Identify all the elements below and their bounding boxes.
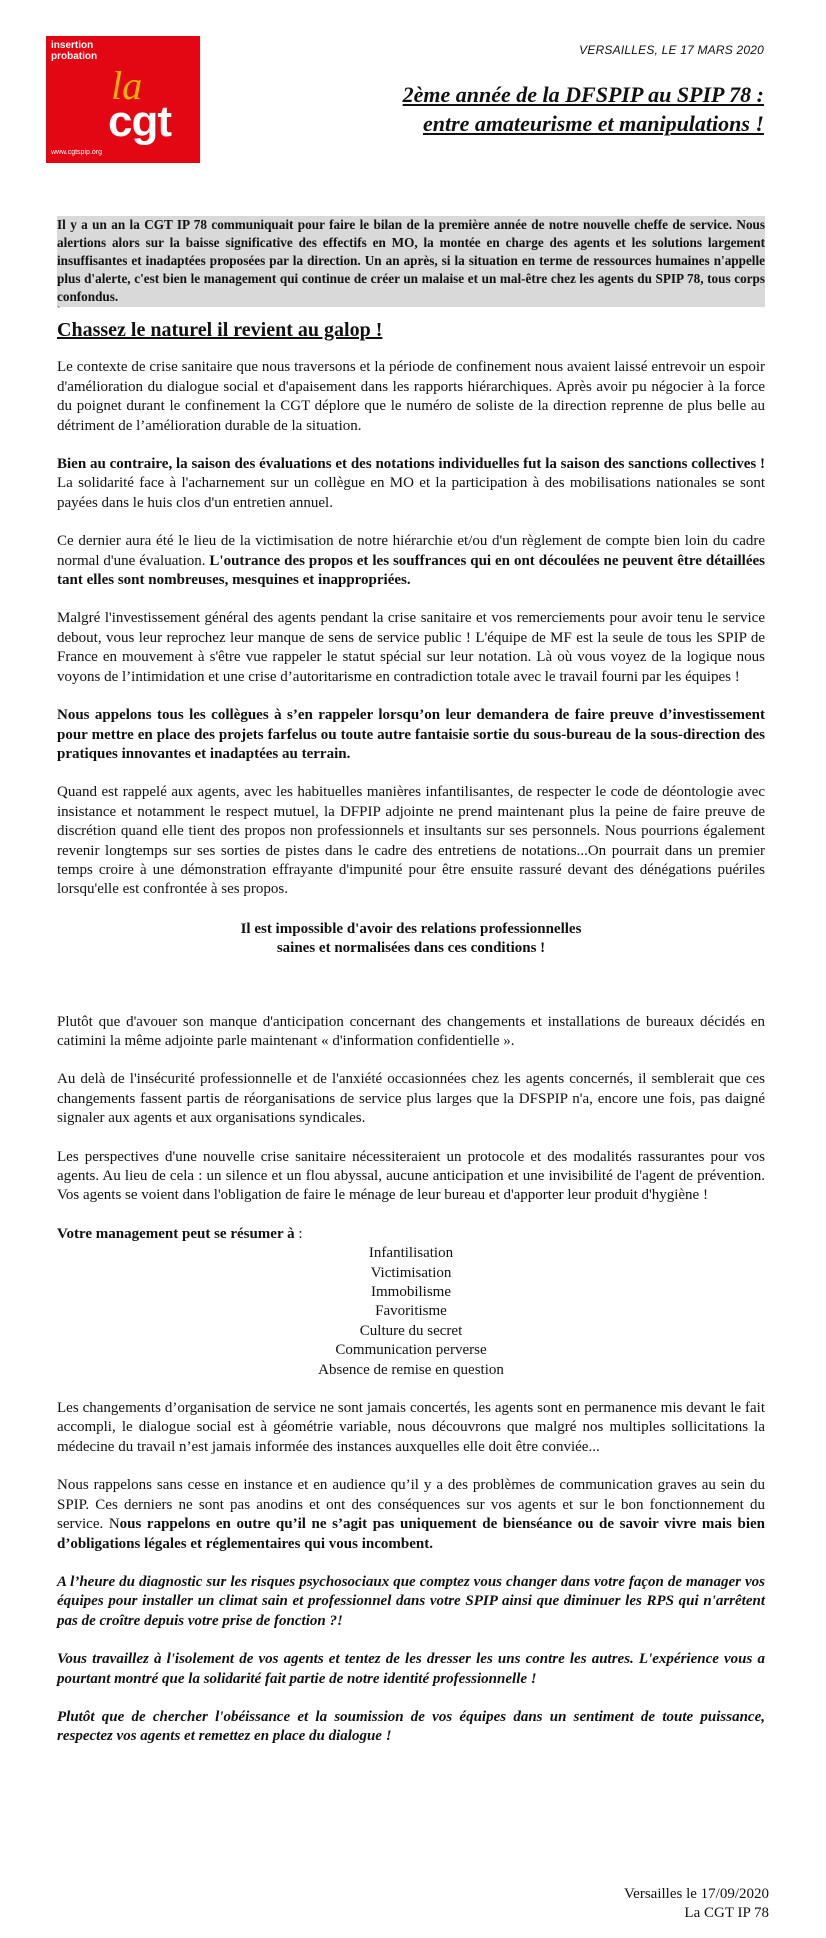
logo-la: la	[111, 63, 143, 108]
cgt-logo	[46, 36, 200, 163]
list-item: Victimisation	[370, 1264, 452, 1281]
list-item: Favoritisme	[375, 1303, 447, 1320]
list-item: Immobilisme	[371, 1284, 451, 1301]
section-heading: Chassez le naturel il revient au galop !	[57, 319, 383, 341]
signature-block	[624, 1885, 769, 1923]
header-date: VERSAILLES, LE 17 MARS 2020	[579, 43, 764, 57]
paragraph-2: Bien au contraire, la saison des évaluations et des notations individuelles fut la saison des sanctions collectives ! La solidarité face à l'acharnement sur un collègue en MO et la participation à des mobilisations nationales se sont payées dans le huis clos d'un entretien annuel.	[57, 456, 765, 511]
paragraph-11: Nous rappelons sans cesse en instance et en audience qu’il y a des problèmes de communication graves au sein du SPIP. Ces derniers ne sont pas anodins et ont des conséquences sur vos agents et sur le bon fonctionnement du service. Nous rappelons en outre qu’il ne s’agit pas uniquement de bienséance ou de savoir vivre mais bien d’obligations légales et réglementaires qui vous incombent.	[57, 1477, 765, 1552]
list-item: Culture du secret	[359, 1322, 463, 1339]
title-line-1: 2ème année de la DFSPIP au SPIP 78 :	[402, 82, 764, 107]
center-statement: Il est impossible d'avoir des relations professionnelles saines et normalisées dans ces conditions !	[240, 920, 582, 957]
paragraph-13: Vous travaillez à l'isolement de vos agents et tentez de les dresser les uns contre les autres. L'expérience vous a pourtant montré que la solidarité fait partie de notre identité professionnelle !	[57, 1651, 765, 1687]
paragraph-9: Les perspectives d'une nouvelle crise sanitaire nécessiteraient un protocole et des modalités rassurantes pour vos agents. Au lieu de cela : un silence et un flou abyssal, aucune anticipation et une invisibilité de l'agent de prévention. Vos agents se voient dans l'obligation de faire le ménage de leur bureau et d'apporter leur produit d'hygiène !	[57, 1148, 765, 1204]
stray-mark: `	[57, 306, 61, 317]
paragraph-4: Malgré l'investissement général des agents pendant la crise sanitaire et vos remerciements pour avoir tenu le service debout, vous leur reprochez leur manque de sens de service public ! L'équipe de MF est la seule de tous les SPIP de France en mouvement à s'être vue rappeler le statut spécial sur leur notation. Là où vous voyez de la logique nous voyons de l’intimidation et une crise d’autoritarisme en contradiction totale avec le travail fourni par les équipes !	[57, 610, 765, 685]
paragraph-7: Plutôt que d'avouer son manque d'anticipation concernant des changements et installations de bureaux décidés en catimini la même adjointe parle maintenant « d'information confidentielle ».	[57, 1013, 765, 1049]
logo-url: www.cgtspip.org	[51, 149, 102, 156]
paragraph-5: Nous appelons tous les collègues à s’en rappeler lorsqu’on leur demandera de faire preuve d’investissement pour mettre en place des projets farfelus ou toute autre fantaisie sortie du sous-bureau de la sous-direction des pratiques innovantes et inadaptées au terrain.	[57, 707, 765, 762]
document-body	[57, 216, 765, 1766]
paragraph-8: Au delà de l'insécurité professionnelle et de l'anxiété occasionnées chez les agents concernés, il semblerait que ces changements fassent partis de réorganisations de service plus larges que la DFSPIP n'a, encore une fois, pas daigné signaler aux agents et aux organisations syndicales.	[57, 1071, 765, 1127]
list-item: Absence de remise en question	[318, 1361, 504, 1378]
title-line-2: entre amateurisme et manipulations !	[422, 111, 764, 136]
signature-date: Versailles le 17/09/2020	[624, 1886, 769, 1902]
list-item: Communication perverse	[335, 1342, 487, 1359]
paragraph-3: Ce dernier aura été le lieu de la victimisation de notre hiérarchie et/ou d'un règlement de compte bien loin du cadre normal d'une évaluation. L'outrance des propos et les souffrances qui en ont découlées ne peuvent être détaillées tant elles sont nombreuses, mesquines et inappropriées.	[57, 533, 765, 589]
paragraph-14: Plutôt que de chercher l'obéissance et la soumission de vos équipes dans un sentiment de toute puissance, respectez vos agents et remettez en place du dialogue !	[57, 1708, 765, 1745]
paragraph-1: Le contexte de crise sanitaire que nous traversons et la période de confinement nous avaient laissé entrevoir un espoir d'amélioration du dialogue social et d'apaisement dans les rapports hiérarchiques. Après avoir pu négocier à la force du poignet durant le confinement la CGT déplore que le numéro de soliste de la direction reprenne de plus belle au détriment de l’amélioration durable de la situation.	[57, 359, 765, 434]
logo-text: insertion probation	[51, 40, 98, 62]
intro-paragraph: Il y a un an la CGT IP 78 communiquait pour faire le bilan de la première année de notre nouvelle cheffe de service. Nous alertions alors sur la baisse significative des effectifs en MO, la montée en charge des agents et les solutions largement insuffisantes et inadaptées proposées par la direction. Un an après, si la situation en terme de ressources humaines n'appelle plus d'alerte, c'est bien le management qui continue de créer un malaise et un mal-être chez les agents du SPIP 78, tous corps confondus.	[57, 216, 765, 307]
document-title	[403, 80, 764, 138]
signature-name: La CGT IP 78	[684, 1905, 769, 1921]
management-intro: Votre management peut se résumer à :	[57, 1225, 303, 1242]
management-list	[57, 1244, 765, 1380]
paragraph-6: Quand est rappelé aux agents, avec les habituelles manières infantilisantes, de respecter le code de déontologie avec insistance et notamment le respect mutuel, la DFPIP adjointe ne prend maintenant plus la peine de faire preuve de discrétion quand elle tient des propos non professionnels et insultants sur ses personnels. Nous pourrions également revenir longtemps sur ses sorties de pistes dans le cadre des entretiens de notations...On pourrait dans un premier temps croire à une démonstration effrayante d'impunité pour être ensuite rassuré devant des dénégations puériles lorsqu'elle est confrontée à ses propos.	[57, 784, 765, 898]
paragraph-12: A l’heure du diagnostic sur les risques psychosociaux que comptez vous changer dans votre façon de manager vos équipes pour installer un climat sain et professionnel dans votre SPIP ainsi que diminuer les RPS qui n'arrêtent pas de croître depuis votre prise de fonction ?!	[57, 1573, 765, 1629]
paragraph-10: Les changements d’organisation de service ne sont jamais concertés, les agents sont en permanence mis devant le fait accompli, le dialogue social est à géométrie variable, nous découvrons que malgré nos multiples sollicitations la médecine du travail n’est jamais informée des instances auxquelles elle doit être conviée...	[57, 1400, 765, 1455]
list-item: Infantilisation	[368, 1245, 454, 1262]
logo-cgt: cgt	[108, 97, 171, 146]
